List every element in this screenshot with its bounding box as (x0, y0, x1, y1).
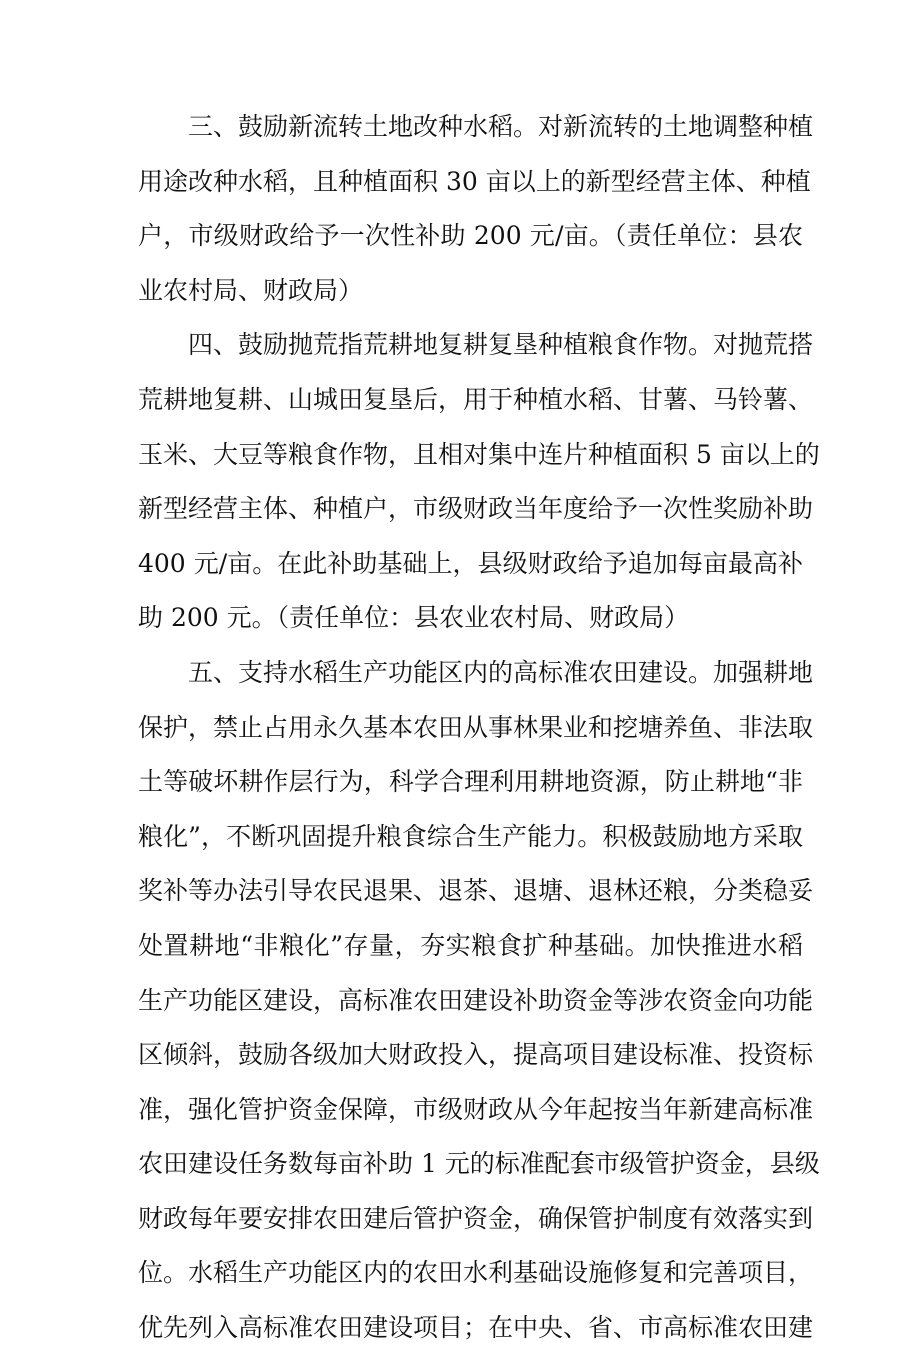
text-line: 业农村局、财政局） (138, 275, 364, 305)
text-line: 三、鼓励新流转土地改种水稻。对新流转的土地调整种植 (188, 112, 814, 141)
text-line: 准，强化管护资金保障，市级财政从今年起按当年新建高标准 (138, 1094, 814, 1124)
text-line: 五、支持水稻生产功能区内的高标准农田建设。加强耕地 (188, 657, 814, 687)
text-line: 土等破坏耕作层行为，科学合理利用耕地资源，防止耕地“非 (138, 767, 803, 797)
text-line: 新型经营主体、种植户，市级财政当年度给予一次性奖励补助 (138, 494, 814, 524)
text-line: 四、鼓励抛荒指荒耕地复耕复垦种植粮食作物。对抛荒搭 (188, 330, 814, 360)
paragraph-4 (138, 318, 820, 646)
text-line: 生产功能区建设，高标准农田建设补助资金等涉农资金向功能 (138, 985, 814, 1015)
paragraph-3 (138, 100, 814, 318)
text-line: 400 元/亩。在此补助基础上，县级财政给予追加每亩最高补 (138, 548, 803, 578)
text-line: 户，市级财政给予一次性补助 200 元/亩。（责任单位：县农 (138, 221, 803, 251)
text-line: 保护，禁止占用永久基本农田从事林果业和挖塘养鱼、非法取 (138, 712, 814, 742)
text-line: 财政每年要安排农田建后管护资金，确保管护制度有效落实到 (138, 1203, 814, 1233)
paragraph-5 (138, 646, 820, 1356)
text-line: 荒耕地复耕、山城田复垦后，用于种植水稻、甘薯、马铃薯、 (138, 384, 814, 414)
text-line: 区倾斜，鼓励各级加大财政投入，提高项目建设标准、投资标 (138, 1040, 814, 1070)
text-line: 优先列入高标准农田建设项目；在中央、省、市高标准农田建 (138, 1313, 814, 1343)
text-line: 助 200 元。（责任单位：县农业农村局、财政局） (138, 603, 690, 633)
text-line: 位。水稻生产功能区内的农田水利基础设施修复和完善项目， (138, 1258, 814, 1288)
text-line: 用途改种水稻，且种植面积 30 亩以上的新型经营主体、种植 (138, 166, 811, 196)
text-line: 农田建设任务数每亩补助 1 元的标准配套市级管护资金，县级 (138, 1149, 820, 1179)
text-line: 粮化”，不断巩固提升粮食综合生产能力。积极鼓励地方采取 (138, 821, 803, 851)
document-body (138, 100, 820, 1356)
text-line: 处置耕地“非粮化”存量，夯实粮食扩种基础。加快推进水稻 (138, 930, 803, 960)
text-line: 玉米、大豆等粮食作物，且相对集中连片种植面积 5 亩以上的 (138, 439, 820, 469)
text-line: 奖补等办法引导农民退果、退茶、退塘、退林还粮，分类稳妥 (138, 876, 814, 906)
